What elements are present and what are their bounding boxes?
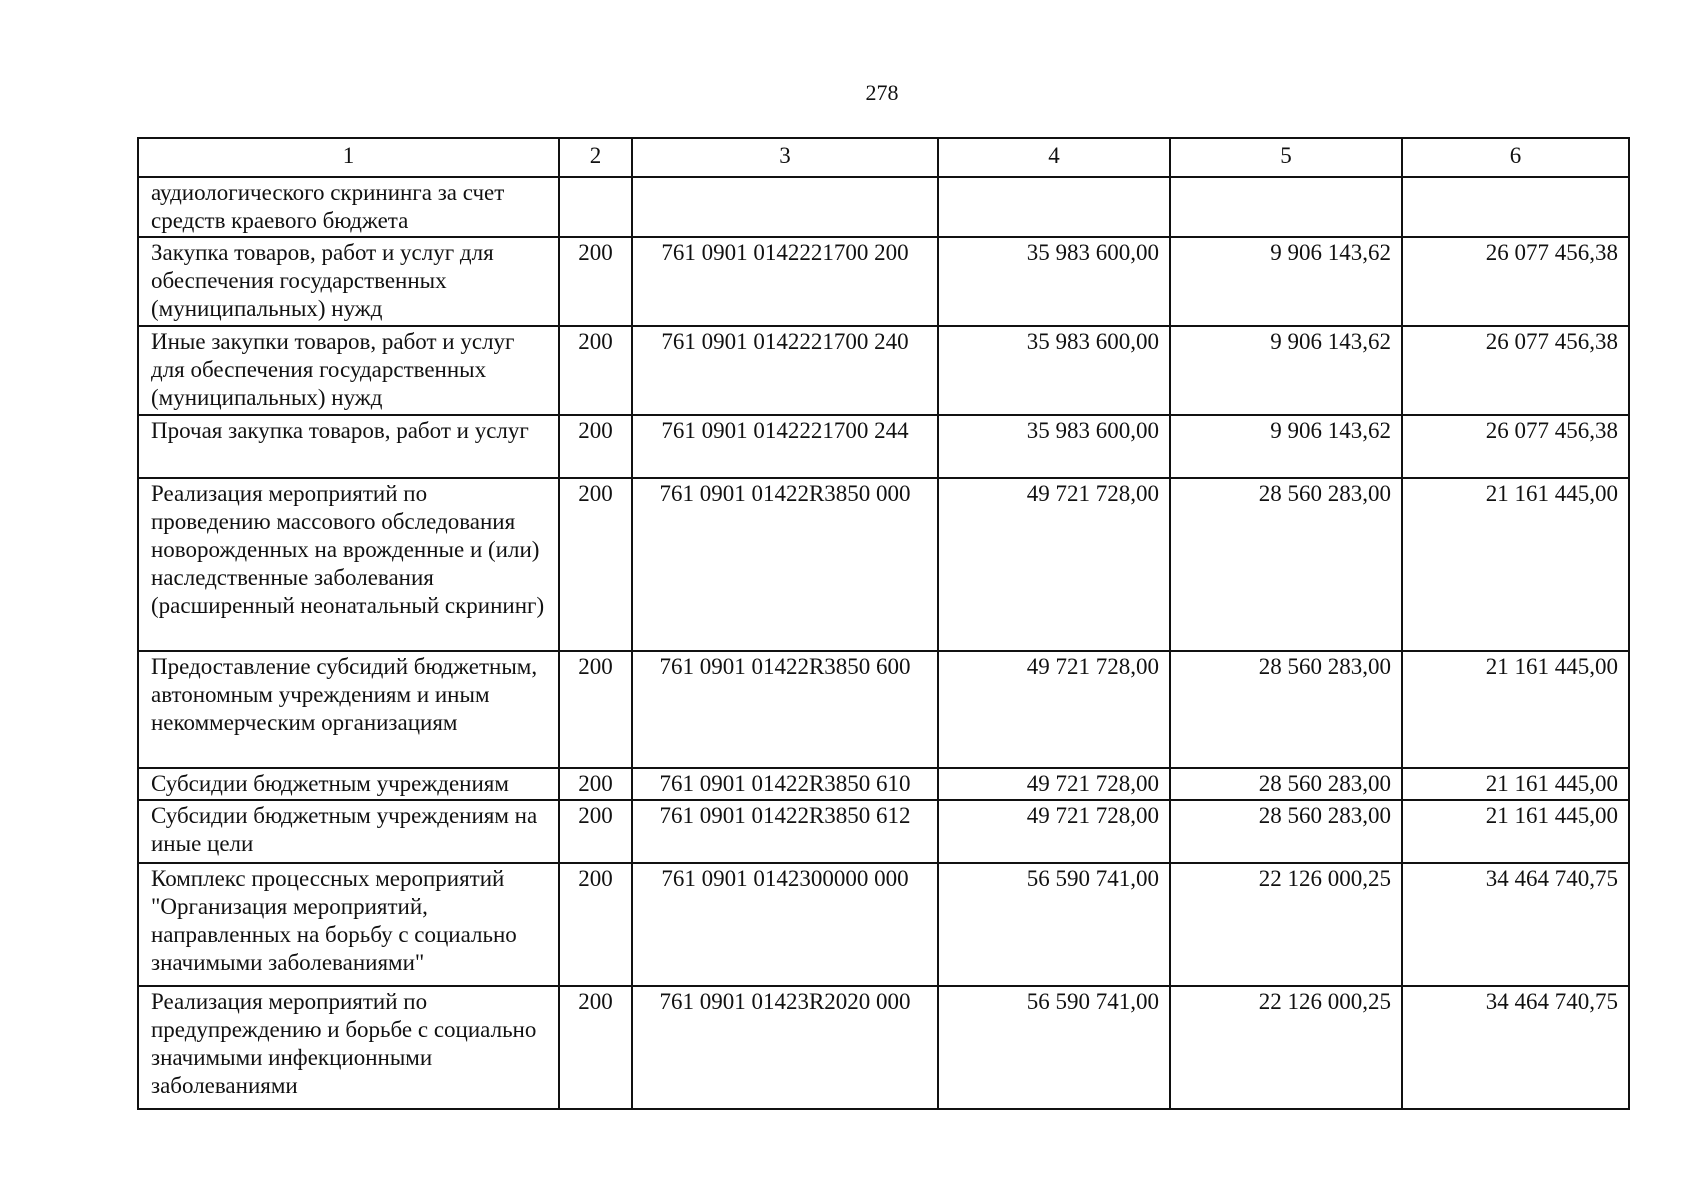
row-col4: 56 590 741,00 [938,863,1170,986]
column-header: 4 [938,138,1170,177]
row-col6: 21 161 445,00 [1402,768,1629,800]
row-col5: 22 126 000,25 [1170,986,1402,1109]
row-classification [632,177,938,237]
row-col5: 28 560 283,00 [1170,768,1402,800]
row-col4: 56 590 741,00 [938,986,1170,1109]
table-row [138,326,1629,415]
row-col6: 34 464 740,75 [1402,863,1629,986]
table-row [138,177,1629,237]
row-name: Реализация мероприятий по проведению массового обследования новорожденных на врожденные и (или) наследственные заболевания (расширенный неонатальный скрининг) [138,478,559,651]
row-col6: 21 161 445,00 [1402,478,1629,651]
row-col5 [1170,177,1402,237]
table-header-row [138,138,1629,177]
table-row [138,478,1629,651]
row-name: Иные закупки товаров, работ и услуг для обеспечения государственных (муниципальных) нужд [138,326,559,415]
row-col4 [938,177,1170,237]
row-name: Реализация мероприятий по предупреждению и борьбе с социально значимыми инфекционными заболеваниями [138,986,559,1109]
column-header: 1 [138,138,559,177]
row-col5: 28 560 283,00 [1170,800,1402,863]
row-col4: 35 983 600,00 [938,415,1170,478]
row-name: Предоставление субсидий бюджетным, автономным учреждениям и иным некоммерческим организациям [138,651,559,768]
table-row [138,800,1629,863]
row-col6: 34 464 740,75 [1402,986,1629,1109]
row-code: 200 [559,415,632,478]
row-classification: 761 0901 01422R3850 000 [632,478,938,651]
row-code: 200 [559,768,632,800]
column-header: 6 [1402,138,1629,177]
row-code [559,177,632,237]
row-col4: 49 721 728,00 [938,651,1170,768]
page-number: 278 [865,80,899,105]
row-classification: 761 0901 01423R2020 000 [632,986,938,1109]
row-col4: 49 721 728,00 [938,478,1170,651]
row-classification: 761 0901 01422R3850 612 [632,800,938,863]
row-classification: 761 0901 0142221700 244 [632,415,938,478]
row-name: Комплекс процессных мероприятий "Организация мероприятий, направленных на борьбу с социально значимыми заболеваниями" [138,863,559,986]
row-col4: 35 983 600,00 [938,237,1170,326]
row-col6: 26 077 456,38 [1402,326,1629,415]
table-row [138,415,1629,478]
row-name: Закупка товаров, работ и услуг для обеспечения государственных (муниципальных) нужд [138,237,559,326]
table-row [138,651,1629,768]
row-code: 200 [559,651,632,768]
row-col5: 28 560 283,00 [1170,651,1402,768]
column-header: 2 [559,138,632,177]
row-col5: 22 126 000,25 [1170,863,1402,986]
row-col6: 26 077 456,38 [1402,237,1629,326]
row-col6 [1402,177,1629,237]
budget-table [137,137,1630,1110]
row-code: 200 [559,863,632,986]
row-col4: 49 721 728,00 [938,800,1170,863]
row-col5: 9 906 143,62 [1170,237,1402,326]
row-name: аудиологического скрининга за счет средств краевого бюджета [138,177,559,237]
row-col6: 21 161 445,00 [1402,651,1629,768]
row-classification: 761 0901 0142221700 200 [632,237,938,326]
table-row [138,768,1629,800]
row-col4: 35 983 600,00 [938,326,1170,415]
row-code: 200 [559,800,632,863]
row-col6: 21 161 445,00 [1402,800,1629,863]
row-col5: 9 906 143,62 [1170,415,1402,478]
row-code: 200 [559,237,632,326]
table-row [138,237,1629,326]
row-name: Субсидии бюджетным учреждениям [138,768,559,800]
row-col6: 26 077 456,38 [1402,415,1629,478]
table-row [138,986,1629,1109]
row-col5: 9 906 143,62 [1170,326,1402,415]
row-col5: 28 560 283,00 [1170,478,1402,651]
column-header: 3 [632,138,938,177]
table-row [138,863,1629,986]
column-header: 5 [1170,138,1402,177]
row-classification: 761 0901 01422R3850 600 [632,651,938,768]
row-code: 200 [559,478,632,651]
row-classification: 761 0901 0142300000 000 [632,863,938,986]
row-name: Прочая закупка товаров, работ и услуг [138,415,559,478]
row-name: Субсидии бюджетным учреждениям на иные цели [138,800,559,863]
row-classification: 761 0901 0142221700 240 [632,326,938,415]
row-classification: 761 0901 01422R3850 610 [632,768,938,800]
row-code: 200 [559,986,632,1109]
row-code: 200 [559,326,632,415]
row-col4: 49 721 728,00 [938,768,1170,800]
